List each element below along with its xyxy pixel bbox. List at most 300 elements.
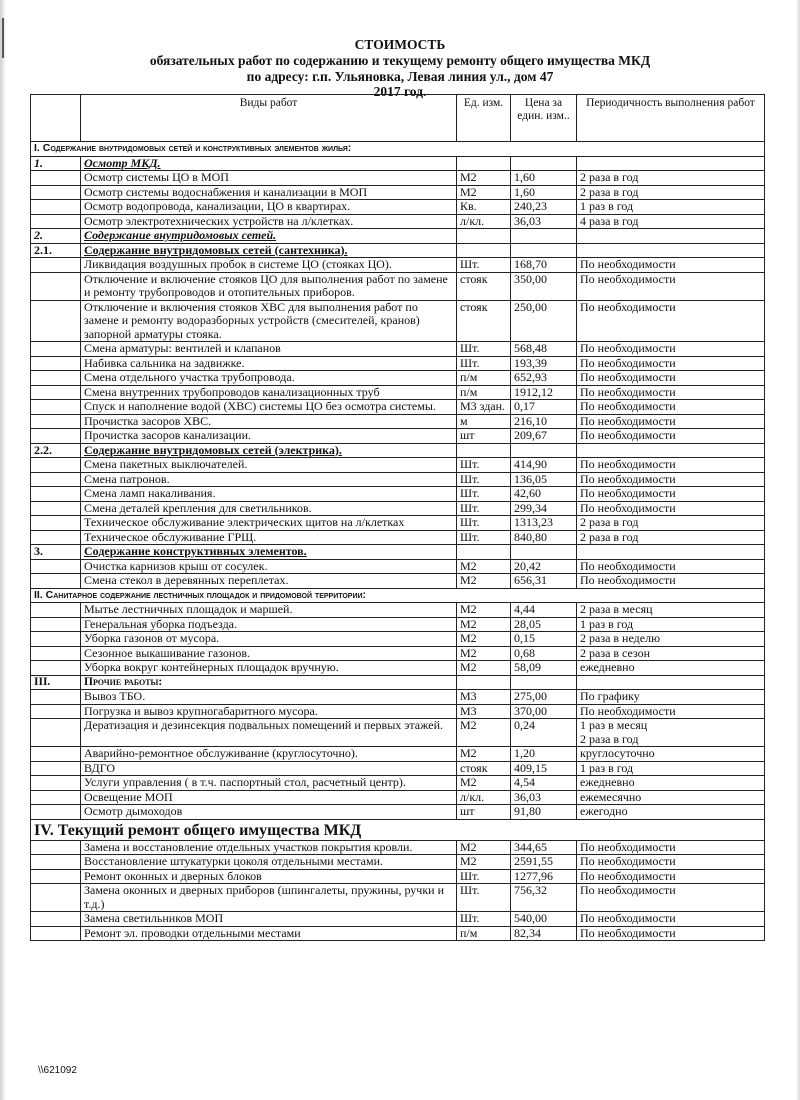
row-number <box>31 855 81 870</box>
work-description: Осмотр дымоходов <box>81 805 457 820</box>
unit-price: 409,15 <box>511 761 577 776</box>
unit-price: 240,23 <box>511 200 577 215</box>
unit-price: 414,90 <box>511 458 577 473</box>
periodicity: По необходимости <box>577 487 765 502</box>
footer-code: \\621092 <box>38 1065 77 1076</box>
unit-of-measure: Шт. <box>457 869 511 884</box>
periodicity: 2 раза в сезон <box>577 646 765 661</box>
work-description: Очистка карнизов крыш от сосулек. <box>81 559 457 574</box>
periodicity: 2 раза в год <box>577 185 765 200</box>
unit-of-measure: М3 здан. <box>457 400 511 415</box>
unit-price <box>511 156 577 171</box>
work-description: Замена оконных и дверных приборов (шпингалеты, пружины, ручки и т.д.) <box>81 884 457 912</box>
table-row <box>31 185 765 200</box>
unit-price: 28,05 <box>511 617 577 632</box>
unit-of-measure: М2 <box>457 559 511 574</box>
row-number <box>31 805 81 820</box>
table-row <box>31 142 765 157</box>
unit-of-measure: л/кл. <box>457 790 511 805</box>
work-description: Осмотр МКД. <box>81 156 457 171</box>
column-header-num <box>31 95 81 142</box>
unit-of-measure: п/м <box>457 385 511 400</box>
table-row <box>31 300 765 342</box>
work-description: Осмотр системы водоснабжения и канализации в МОП <box>81 185 457 200</box>
row-number <box>31 884 81 912</box>
table-row <box>31 530 765 545</box>
table-row <box>31 443 765 458</box>
periodicity: ежемесячно <box>577 790 765 805</box>
unit-price: 756,32 <box>511 884 577 912</box>
row-number <box>31 458 81 473</box>
work-description: Осмотр электротехнических устройств на л/клетках. <box>81 214 457 229</box>
work-description: Прочистка засоров канализации. <box>81 429 457 444</box>
work-description: Содержание внутридомовых сетей (сантехника). <box>81 243 457 258</box>
table-row <box>31 156 765 171</box>
unit-of-measure: стояк <box>457 300 511 342</box>
table-row <box>31 840 765 855</box>
row-number <box>31 747 81 762</box>
unit-price: 36,03 <box>511 790 577 805</box>
table-row <box>31 171 765 186</box>
unit-price: 0,17 <box>511 400 577 415</box>
table-row <box>31 200 765 215</box>
unit-of-measure: М2 <box>457 855 511 870</box>
periodicity: ежедневно <box>577 776 765 791</box>
work-description: Мытье лестничных площадок и маршей. <box>81 603 457 618</box>
unit-of-measure: Шт. <box>457 912 511 927</box>
unit-price: 0,15 <box>511 632 577 647</box>
unit-of-measure: Шт. <box>457 258 511 273</box>
periodicity: ежедневно <box>577 661 765 676</box>
unit-of-measure: Шт. <box>457 342 511 357</box>
row-number <box>31 501 81 516</box>
column-header-unit: Ед. изм. <box>457 95 511 142</box>
table-row <box>31 690 765 705</box>
unit-of-measure: М3 <box>457 690 511 705</box>
table-row <box>31 356 765 371</box>
periodicity: По необходимости <box>577 400 765 415</box>
table-row <box>31 458 765 473</box>
work-description: Смена стекол в деревянных переплетах. <box>81 574 457 589</box>
unit-price: 299,34 <box>511 501 577 516</box>
table-row <box>31 646 765 661</box>
unit-price: 350,00 <box>511 272 577 300</box>
periodicity <box>577 156 765 171</box>
unit-of-measure: шт <box>457 429 511 444</box>
table-row <box>31 516 765 531</box>
unit-price <box>511 545 577 560</box>
table-row <box>31 214 765 229</box>
unit-of-measure <box>457 675 511 690</box>
work-description: Генеральная уборка подъезда. <box>81 617 457 632</box>
unit-price: 2591,55 <box>511 855 577 870</box>
work-description: Аварийно-ремонтное обслуживание (круглосуточно). <box>81 747 457 762</box>
work-description: Ремонт оконных и дверных блоков <box>81 869 457 884</box>
periodicity: 1 раз в год <box>577 617 765 632</box>
unit-of-measure: Шт. <box>457 884 511 912</box>
table-row <box>31 429 765 444</box>
table-row <box>31 747 765 762</box>
work-description: Смена арматуры: вентилей и клапанов <box>81 342 457 357</box>
periodicity: 2 раза в неделю <box>577 632 765 647</box>
unit-price: 656,31 <box>511 574 577 589</box>
table-row <box>31 790 765 805</box>
scan-edge-right <box>796 0 800 1100</box>
unit-of-measure: М2 <box>457 185 511 200</box>
work-description: Прочистка засоров ХВС. <box>81 414 457 429</box>
work-description: Услуги управления ( в т.ч. паспортный стол, расчетный центр). <box>81 776 457 791</box>
table-header-row <box>31 95 765 142</box>
periodicity: По необходимости <box>577 342 765 357</box>
row-number <box>31 840 81 855</box>
row-number <box>31 690 81 705</box>
row-number <box>31 790 81 805</box>
row-number <box>31 214 81 229</box>
unit-price: 136,05 <box>511 472 577 487</box>
row-number <box>31 472 81 487</box>
unit-of-measure: М2 <box>457 840 511 855</box>
unit-of-measure <box>457 156 511 171</box>
section-heading: II. Санитарное содержание лестничных площадок и придомовой территории: <box>31 588 765 603</box>
table-row <box>31 761 765 776</box>
unit-price: 168,70 <box>511 258 577 273</box>
work-description: Спуск и наполнение водой (ХВС) системы ЦО без осмотра системы. <box>81 400 457 415</box>
unit-price <box>511 443 577 458</box>
periodicity <box>577 443 765 458</box>
table-row <box>31 342 765 357</box>
table-row <box>31 805 765 820</box>
table-row <box>31 472 765 487</box>
unit-of-measure <box>457 229 511 244</box>
unit-of-measure: М2 <box>457 617 511 632</box>
unit-of-measure: Шт. <box>457 487 511 502</box>
unit-of-measure: стояк <box>457 761 511 776</box>
table-row <box>31 776 765 791</box>
unit-of-measure <box>457 443 511 458</box>
work-description: Уборка вокруг контейнерных площадок вручную. <box>81 661 457 676</box>
unit-price: 209,67 <box>511 429 577 444</box>
periodicity <box>577 229 765 244</box>
unit-price: 652,93 <box>511 371 577 386</box>
periodicity: круглосуточно <box>577 747 765 762</box>
row-number <box>31 912 81 927</box>
unit-price: 0,24 <box>511 719 577 747</box>
column-header-work: Виды работ <box>81 95 457 142</box>
unit-of-measure: м <box>457 414 511 429</box>
unit-of-measure: Кв. <box>457 200 511 215</box>
table-row <box>31 588 765 603</box>
row-number <box>31 646 81 661</box>
unit-price: 193,39 <box>511 356 577 371</box>
work-description: Ремонт эл. проводки отдельными местами <box>81 926 457 941</box>
work-description: Восстановление штукатурки цоколя отдельными местами. <box>81 855 457 870</box>
unit-of-measure: стояк <box>457 272 511 300</box>
unit-price <box>511 243 577 258</box>
table-row <box>31 272 765 300</box>
row-number <box>31 400 81 415</box>
row-number <box>31 185 81 200</box>
row-number: 2. <box>31 229 81 244</box>
unit-price: 568,48 <box>511 342 577 357</box>
row-number <box>31 429 81 444</box>
table-row <box>31 487 765 502</box>
table-row <box>31 400 765 415</box>
unit-of-measure: М2 <box>457 646 511 661</box>
unit-of-measure: М2 <box>457 719 511 747</box>
column-header-periodicity: Периодичность выполнения работ <box>577 95 765 142</box>
row-number <box>31 200 81 215</box>
unit-of-measure: Шт. <box>457 472 511 487</box>
unit-of-measure: л/кл. <box>457 214 511 229</box>
periodicity: 2 раза в год <box>577 530 765 545</box>
work-description: Содержание конструктивных элементов. <box>81 545 457 560</box>
row-number <box>31 869 81 884</box>
table-row <box>31 229 765 244</box>
table-row <box>31 258 765 273</box>
row-number <box>31 258 81 273</box>
unit-of-measure: М2 <box>457 574 511 589</box>
unit-price: 216,10 <box>511 414 577 429</box>
periodicity: По необходимости <box>577 559 765 574</box>
periodicity: По необходимости <box>577 300 765 342</box>
unit-price: 540,00 <box>511 912 577 927</box>
work-description: Освещение МОП <box>81 790 457 805</box>
work-description: Техническое обслуживание ГРЩ. <box>81 530 457 545</box>
work-description: Смена отдельного участка трубопровода. <box>81 371 457 386</box>
row-number: III. <box>31 675 81 690</box>
row-number <box>31 272 81 300</box>
periodicity: По необходимости <box>577 501 765 516</box>
work-description: Содержание внутридомовых сетей (электрика). <box>81 443 457 458</box>
periodicity <box>577 675 765 690</box>
periodicity: По необходимости <box>577 855 765 870</box>
work-description: Сезонное выкашивание газонов. <box>81 646 457 661</box>
unit-of-measure: Шт. <box>457 530 511 545</box>
table-row <box>31 414 765 429</box>
unit-price: 1,20 <box>511 747 577 762</box>
work-description: Смена ламп накаливания. <box>81 487 457 502</box>
table-row <box>31 385 765 400</box>
unit-of-measure: М2 <box>457 747 511 762</box>
table-row <box>31 926 765 941</box>
work-description: Вывоз ТБО. <box>81 690 457 705</box>
document-address: по адресу: г.п. Ульяновка, Левая линия ул., дом 47 <box>246 69 554 84</box>
unit-price: 250,00 <box>511 300 577 342</box>
work-description: Набивка сальника на задвижке. <box>81 356 457 371</box>
row-number <box>31 300 81 342</box>
unit-price: 42,60 <box>511 487 577 502</box>
row-number: 2.2. <box>31 443 81 458</box>
work-description: Осмотр системы ЦО в МОП <box>81 171 457 186</box>
table-row <box>31 603 765 618</box>
unit-of-measure: Шт. <box>457 501 511 516</box>
row-number <box>31 516 81 531</box>
unit-of-measure: п/м <box>457 926 511 941</box>
periodicity: По необходимости <box>577 371 765 386</box>
row-number <box>31 356 81 371</box>
row-number <box>31 617 81 632</box>
periodicity: 4 раза в год <box>577 214 765 229</box>
periodicity: По необходимости <box>577 704 765 719</box>
work-description: Погрузка и вывоз крупногабаритного мусора. <box>81 704 457 719</box>
unit-of-measure: Шт. <box>457 516 511 531</box>
unit-price: 58,09 <box>511 661 577 676</box>
work-description: ВДГО <box>81 761 457 776</box>
periodicity: 2 раза в год <box>577 516 765 531</box>
row-number: 1. <box>31 156 81 171</box>
periodicity: 2 раза в месяц <box>577 603 765 618</box>
table-row <box>31 855 765 870</box>
row-number <box>31 559 81 574</box>
work-description: Техническое обслуживание электрических щитов на л/клетках <box>81 516 457 531</box>
unit-price: 20,42 <box>511 559 577 574</box>
periodicity: По необходимости <box>577 272 765 300</box>
work-description: Ликвидация воздушных пробок в системе ЦО (стояках ЦО). <box>81 258 457 273</box>
work-description: Прочие работы: <box>81 675 457 690</box>
row-number <box>31 371 81 386</box>
column-header-price: Цена за един. изм.. <box>511 95 577 142</box>
periodicity: По необходимости <box>577 429 765 444</box>
unit-of-measure: шт <box>457 805 511 820</box>
work-description: Содержание внутридомовых сетей. <box>81 229 457 244</box>
work-description: Замена светильников МОП <box>81 912 457 927</box>
unit-price <box>511 675 577 690</box>
periodicity: 1 раз в год <box>577 200 765 215</box>
row-number <box>31 342 81 357</box>
unit-price: 4,44 <box>511 603 577 618</box>
unit-price: 4,54 <box>511 776 577 791</box>
work-description: Отключение и включения стояков ХВС для выполнения работ по замене и ремонту водоразборных устройств (смесителей, кранов) запорной арматуры стояка. <box>81 300 457 342</box>
unit-price: 1,60 <box>511 171 577 186</box>
periodicity <box>577 243 765 258</box>
unit-of-measure: Шт. <box>457 458 511 473</box>
unit-price: 1277,96 <box>511 869 577 884</box>
work-description: Смена внутренних трубопроводов канализационных труб <box>81 385 457 400</box>
row-number <box>31 661 81 676</box>
periodicity: По необходимости <box>577 884 765 912</box>
row-number <box>31 530 81 545</box>
unit-of-measure: М2 <box>457 661 511 676</box>
table-row <box>31 869 765 884</box>
periodicity: ежегодно <box>577 805 765 820</box>
work-description: Уборка газонов от мусора. <box>81 632 457 647</box>
table-row <box>31 912 765 927</box>
unit-price: 1912,12 <box>511 385 577 400</box>
unit-price: 91,80 <box>511 805 577 820</box>
row-number <box>31 776 81 791</box>
work-description: Смена патронов. <box>81 472 457 487</box>
work-description: Дератизация и дезинсекция подвальных помещений и первых этажей. <box>81 719 457 747</box>
table-body <box>31 142 765 941</box>
unit-of-measure: М2 <box>457 171 511 186</box>
unit-price: 370,00 <box>511 704 577 719</box>
unit-price: 0,68 <box>511 646 577 661</box>
periodicity: По необходимости <box>577 926 765 941</box>
document-title: СТОИМОСТЬ <box>354 37 446 52</box>
table-row <box>31 559 765 574</box>
periodicity: 2 раза в год <box>577 171 765 186</box>
periodicity: По необходимости <box>577 414 765 429</box>
unit-price: 1,60 <box>511 185 577 200</box>
document-subtitle: обязательных работ по содержанию и текущему ремонту общего имущества МКД <box>149 53 651 68</box>
unit-of-measure: Шт. <box>457 356 511 371</box>
periodicity: По необходимости <box>577 574 765 589</box>
periodicity: 1 раз в месяц 2 раза в год <box>577 719 765 747</box>
unit-of-measure: М3 <box>457 704 511 719</box>
row-number: 2.1. <box>31 243 81 258</box>
work-description: Смена пакетных выключателей. <box>81 458 457 473</box>
row-number <box>31 603 81 618</box>
unit-price: 840,80 <box>511 530 577 545</box>
periodicity: По необходимости <box>577 912 765 927</box>
unit-price: 344,65 <box>511 840 577 855</box>
table-row <box>31 704 765 719</box>
unit-of-measure: п/м <box>457 371 511 386</box>
periodicity: 1 раз в год <box>577 761 765 776</box>
table-row <box>31 661 765 676</box>
periodicity: По необходимости <box>577 258 765 273</box>
periodicity <box>577 545 765 560</box>
row-number <box>31 632 81 647</box>
periodicity: По необходимости <box>577 472 765 487</box>
works-table <box>30 94 765 941</box>
unit-of-measure <box>457 545 511 560</box>
section-heading: I. Содержание внутридомовых сетей и конструктивных элементов жилья: <box>31 142 765 157</box>
table-row <box>31 574 765 589</box>
row-number <box>31 414 81 429</box>
periodicity: По графику <box>577 690 765 705</box>
table-row <box>31 501 765 516</box>
row-number <box>31 574 81 589</box>
table-row <box>31 884 765 912</box>
row-number: 3. <box>31 545 81 560</box>
work-description: Замена и восстановление отдельных участков покрытия кровли. <box>81 840 457 855</box>
table-row <box>31 371 765 386</box>
work-description: Смена деталей крепления для светильников. <box>81 501 457 516</box>
row-number <box>31 385 81 400</box>
row-number <box>31 704 81 719</box>
row-number <box>31 487 81 502</box>
work-description: Отключение и включение стояков ЦО для выполнения работ по замене и ремонту трубопроводов и отопительных приборов. <box>81 272 457 300</box>
unit-price <box>511 229 577 244</box>
unit-price: 36,03 <box>511 214 577 229</box>
work-description: Осмотр водопровода, канализации, ЦО в квартирах. <box>81 200 457 215</box>
table-row <box>31 719 765 747</box>
table-row <box>31 632 765 647</box>
table-row <box>31 617 765 632</box>
row-number <box>31 719 81 747</box>
table-row <box>31 545 765 560</box>
unit-of-measure <box>457 243 511 258</box>
row-number <box>31 761 81 776</box>
table-row <box>31 675 765 690</box>
table-row <box>31 819 765 840</box>
periodicity: По необходимости <box>577 840 765 855</box>
periodicity: По необходимости <box>577 356 765 371</box>
periodicity: По необходимости <box>577 458 765 473</box>
row-number <box>31 171 81 186</box>
unit-price: 82,34 <box>511 926 577 941</box>
periodicity: По необходимости <box>577 869 765 884</box>
document-year: 2017 год. <box>373 84 427 99</box>
unit-price: 275,00 <box>511 690 577 705</box>
section-heading-large: IV. Текущий ремонт общего имущества МКД <box>31 819 765 840</box>
unit-of-measure: М2 <box>457 603 511 618</box>
unit-of-measure: М2 <box>457 776 511 791</box>
unit-price: 1313,23 <box>511 516 577 531</box>
periodicity: По необходимости <box>577 385 765 400</box>
row-number <box>31 926 81 941</box>
